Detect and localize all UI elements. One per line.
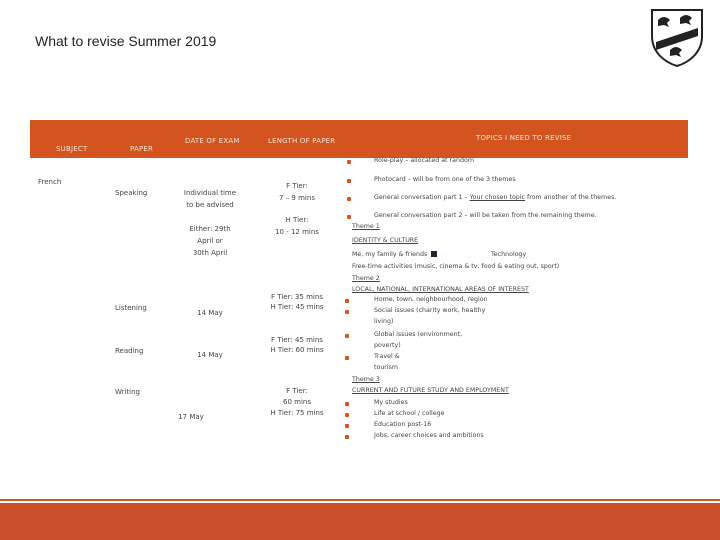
theme-1-technology: Technology (491, 251, 527, 258)
header-date: DATE OF EXAM (185, 137, 240, 145)
length-speaking: F Tier: 7 – 9 mins H Tier: 10 - 12 mins (275, 182, 319, 236)
length-writing: F Tier: 60 mins H Tier: 75 mins (270, 387, 324, 417)
paper-speaking: Speaking (115, 189, 148, 197)
subject-name: French (38, 178, 62, 186)
bullet-icon (345, 334, 349, 338)
bullet-icon (345, 356, 349, 360)
bullet-icon (345, 310, 349, 314)
chosen-topic-link: Your chosen topic (469, 194, 526, 201)
bullet-icon (347, 179, 351, 183)
date-speaking: Individual time to be advised Either: 29th April or 30th April (183, 189, 237, 257)
bullet-icon (345, 413, 349, 417)
theme-2-item-4a: Travel & (374, 353, 400, 360)
bullet-icon (347, 160, 351, 164)
header-length: LENGTH OF PAPER (268, 137, 336, 145)
footer-band (0, 503, 720, 540)
theme-3-label: Theme 3 (352, 376, 380, 383)
paper-reading: Reading (115, 347, 144, 355)
theme-3-item-3: Education post-16 (374, 421, 432, 428)
theme-2-item-2b: living) (374, 318, 394, 325)
header-subject: SUBJECT (56, 145, 88, 153)
topic-conversation-2: General conversation part 2 – will be taken from the remaining theme. (374, 212, 597, 219)
header-topics: TOPICS I NEED TO REVISE (476, 134, 572, 142)
theme-2-item-2a: Social issues (charity work, healthy (374, 307, 486, 314)
bullet-icon (345, 424, 349, 428)
theme-3-title: CURRENT AND FUTURE STUDY AND EMPLOYMENT (352, 387, 509, 394)
bullet-icon (347, 197, 351, 201)
theme-2-item-3a: Global issues (environment, (374, 331, 463, 338)
bullet-icon (345, 299, 349, 303)
length-listening: F Tier: 35 mins H Tier: 45 mins (270, 293, 324, 311)
date-writing: 17 May (178, 413, 204, 421)
theme-2-item-4b: tourism (374, 364, 399, 371)
theme-2-item-3b: poverty) (374, 342, 401, 349)
page-title: What to revise Summer 2019 (35, 33, 217, 49)
theme-1-title: IDENTITY & CULTURE (352, 237, 419, 244)
box-icon (431, 251, 437, 257)
theme-3-item-2: Life at school / college (374, 410, 445, 417)
topic-roleplay: Role-play – allocated at random (374, 157, 474, 164)
theme-3-item-4: Jobs, career choices and ambitions (374, 432, 484, 439)
paper-writing: Writing (115, 388, 140, 396)
table-header-bar (30, 120, 688, 158)
theme-3-item-1: My studies (374, 399, 408, 406)
bullet-icon (345, 402, 349, 406)
footer-divider (0, 499, 720, 501)
length-reading: F Tier: 45 mins H Tier: 60 mins (270, 336, 324, 354)
theme-2-item-1: Home, town, neighbourhood, region (374, 296, 488, 303)
bullet-icon (347, 215, 351, 219)
school-crest-logo (648, 6, 706, 68)
theme-2-title: LOCAL, NATIONAL, INTERNATIONAL AREAS OF INTEREST (352, 286, 529, 293)
header-paper: PAPER (130, 145, 154, 153)
theme-1-label: Theme 1 (352, 223, 380, 230)
theme-1-line-1: Me, my family & friends (352, 251, 439, 258)
topic-conversation-1: General conversation part 1 – Your chosen topic from another of the themes. (374, 194, 617, 201)
paper-listening: Listening (115, 304, 147, 312)
theme-1-line-2: Free-time activities (music, cinema & tv, food & eating out, sport) (352, 263, 560, 270)
topic-photocard: Photocard – will be from one of the 3 themes (374, 176, 516, 183)
bullet-icon (345, 435, 349, 439)
theme-2-label: Theme 2 (352, 275, 380, 282)
date-listening: 14 May (197, 309, 223, 317)
date-reading: 14 May (197, 351, 223, 359)
